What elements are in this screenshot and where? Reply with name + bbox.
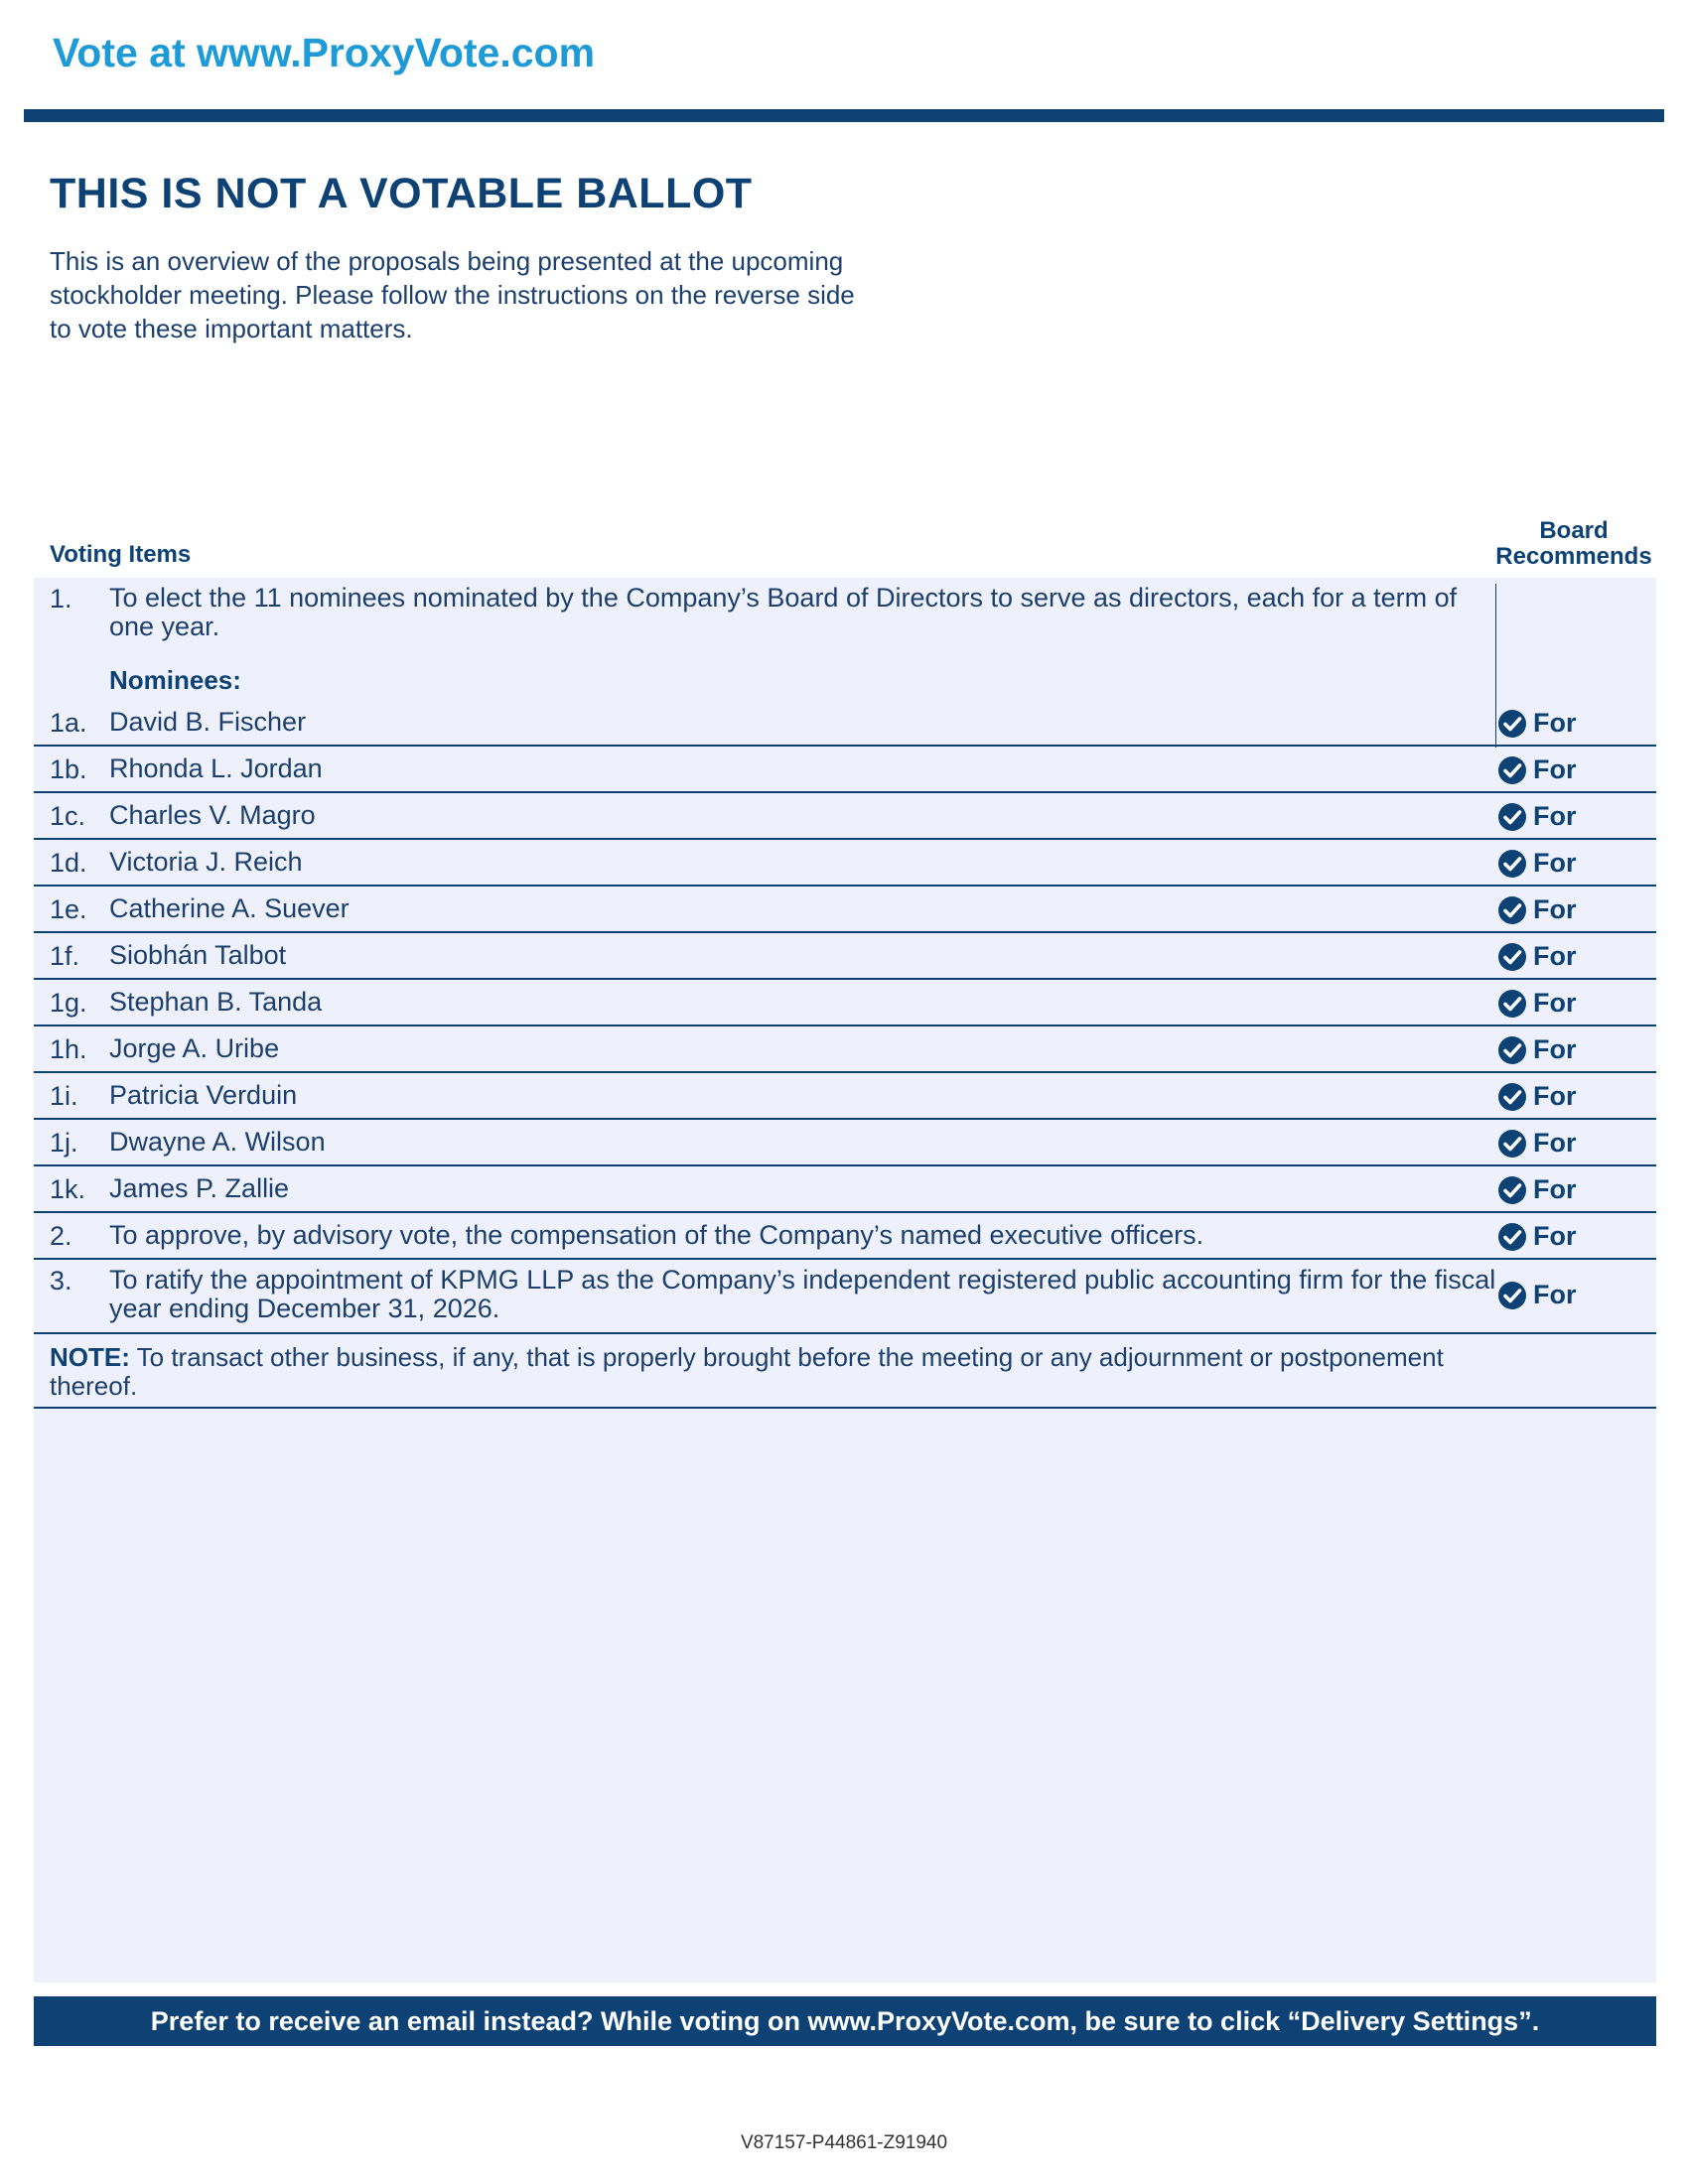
recommendation-label: For [1533, 1081, 1577, 1111]
item-text: To ratify the appointment of KPMG LLP as the Company’s independent registered public accounting firm for the fiscal year ending December 31, 2026. [109, 1265, 1496, 1323]
table-row [34, 980, 1656, 1024]
check-circle-icon [1497, 1035, 1527, 1065]
recommendation-label: For [1533, 708, 1577, 738]
row-divider [34, 1211, 1656, 1213]
board-recommendation [1497, 1280, 1577, 1310]
header-divider [24, 109, 1664, 122]
item-text: Siobhán Talbot [109, 940, 287, 970]
row-divider [34, 1024, 1656, 1026]
nominees-label: Nominees: [109, 665, 241, 695]
row-divider [34, 1071, 1656, 1073]
item-text: Dwayne A. Wilson [109, 1127, 326, 1157]
table-row [34, 1166, 1656, 1211]
item-number: 1h. [50, 1034, 87, 1064]
table-row [34, 933, 1656, 978]
item-number: 2. [50, 1221, 72, 1251]
row-divider [34, 1164, 1656, 1166]
check-circle-icon [1497, 709, 1527, 739]
board-recommendation [1497, 1174, 1577, 1205]
board-recommendation [1497, 848, 1577, 879]
item-number: 1i. [50, 1081, 78, 1111]
recommendation-label: For [1533, 1280, 1577, 1309]
check-circle-icon [1497, 1175, 1527, 1205]
row-divider [34, 791, 1656, 793]
item-number: 1f. [50, 941, 80, 971]
row-divider [34, 838, 1656, 840]
recommendation-label: For [1533, 1174, 1577, 1204]
table-row [34, 1073, 1656, 1118]
recommendation-label: For [1533, 1034, 1577, 1064]
item-number: 1g. [50, 988, 87, 1018]
item-text: Stephan B. Tanda [109, 987, 323, 1017]
board-recommendation [1497, 1081, 1577, 1112]
check-circle-icon [1497, 849, 1527, 879]
recommendation-label: For [1533, 988, 1577, 1018]
board-recommendation [1497, 1128, 1577, 1159]
note-text [50, 1343, 1499, 1401]
check-circle-icon [1497, 1222, 1527, 1252]
intro-text: This is an overview of the proposals being presented at the upcoming stockholder meeting. Please follow the instructions on the reverse side to vote these important matters. [50, 246, 855, 343]
table-row [34, 1120, 1656, 1164]
check-circle-icon [1497, 1281, 1527, 1310]
recommendation-label: For [1533, 848, 1577, 878]
item-number: 1j. [50, 1128, 78, 1158]
row-divider [34, 931, 1656, 933]
board-recommendation [1497, 708, 1577, 739]
column-header-board-recommends [1489, 518, 1658, 570]
board-recommendation [1497, 988, 1577, 1019]
board-recommendation [1497, 1221, 1577, 1252]
row-divider [34, 745, 1656, 747]
delivery-settings-banner: Prefer to receive an email instead? While voting on www.ProxyVote.com, be sure to click “Delivery Settings”. [34, 1996, 1656, 2046]
item-number: 3. [50, 1266, 72, 1296]
row-divider [34, 978, 1656, 980]
item-text: Victoria J. Reich [109, 847, 303, 877]
item-number: 1a. [50, 708, 87, 738]
check-circle-icon [1497, 755, 1527, 785]
row-divider [34, 1118, 1656, 1120]
board-recommendation [1497, 941, 1577, 972]
recommendation-label: For [1533, 941, 1577, 971]
item-text: Rhonda L. Jordan [109, 753, 323, 783]
item-text: Catherine A. Suever [109, 893, 350, 923]
row-divider [34, 1407, 1656, 1409]
table-row [34, 840, 1656, 885]
item-number: 1d. [50, 848, 87, 878]
table-row [34, 700, 1656, 745]
check-circle-icon [1497, 1082, 1527, 1112]
proposal-number: 1. [50, 584, 72, 614]
proxyvote-link[interactable]: Vote at www.ProxyVote.com [53, 30, 596, 75]
item-text: David B. Fischer [109, 707, 307, 737]
item-number: 1e. [50, 894, 87, 924]
board-recommendation [1497, 801, 1577, 832]
item-text: Jorge A. Uribe [109, 1033, 280, 1063]
note-label: NOTE: [50, 1342, 130, 1372]
table-row [34, 1213, 1656, 1258]
board-recommendation [1497, 1034, 1577, 1065]
table-row [34, 1026, 1656, 1071]
check-circle-icon [1497, 895, 1527, 925]
check-circle-icon [1497, 802, 1527, 832]
column-header-voting-items: Voting Items [50, 541, 192, 568]
document-control-code: V87157-P44861-Z91940 [740, 2132, 948, 2153]
item-number: 1c. [50, 801, 86, 831]
recommendation-label: For [1533, 754, 1577, 784]
item-number: 1b. [50, 754, 87, 784]
note-body: To transact other business, if any, that is properly brought before the meeting or any adjournment or postponement thereof. [50, 1342, 1444, 1401]
board-recommendation [1497, 754, 1577, 785]
item-text: James P. Zallie [109, 1173, 290, 1203]
item-text: To approve, by advisory vote, the compensation of the Company’s named executive officers. [109, 1220, 1204, 1250]
recommendation-label: For [1533, 1221, 1577, 1251]
table-row [34, 887, 1656, 931]
item-text: Charles V. Magro [109, 800, 316, 830]
row-divider [34, 1332, 1656, 1334]
recommendation-label: For [1533, 801, 1577, 831]
table-row [34, 747, 1656, 791]
table-row [34, 793, 1656, 838]
column-header-board-line1: Board [1539, 517, 1609, 544]
recommendation-label: For [1533, 1128, 1577, 1158]
board-recommendation [1497, 894, 1577, 925]
check-circle-icon [1497, 1129, 1527, 1159]
row-divider [34, 885, 1656, 887]
check-circle-icon [1497, 942, 1527, 972]
check-circle-icon [1497, 989, 1527, 1019]
proposal-text: To elect the 11 nominees nominated by the Company’s Board of Directors to serve as directors, each for a term of one year. [109, 583, 1458, 641]
column-header-board-line2: Recommends [1495, 543, 1652, 570]
item-number: 1k. [50, 1174, 86, 1204]
item-text: Patricia Verduin [109, 1080, 298, 1110]
recommendation-label: For [1533, 894, 1577, 924]
page-title: THIS IS NOT A VOTABLE BALLOT [50, 170, 753, 217]
row-divider [34, 1258, 1656, 1260]
table-row [34, 1260, 1656, 1331]
